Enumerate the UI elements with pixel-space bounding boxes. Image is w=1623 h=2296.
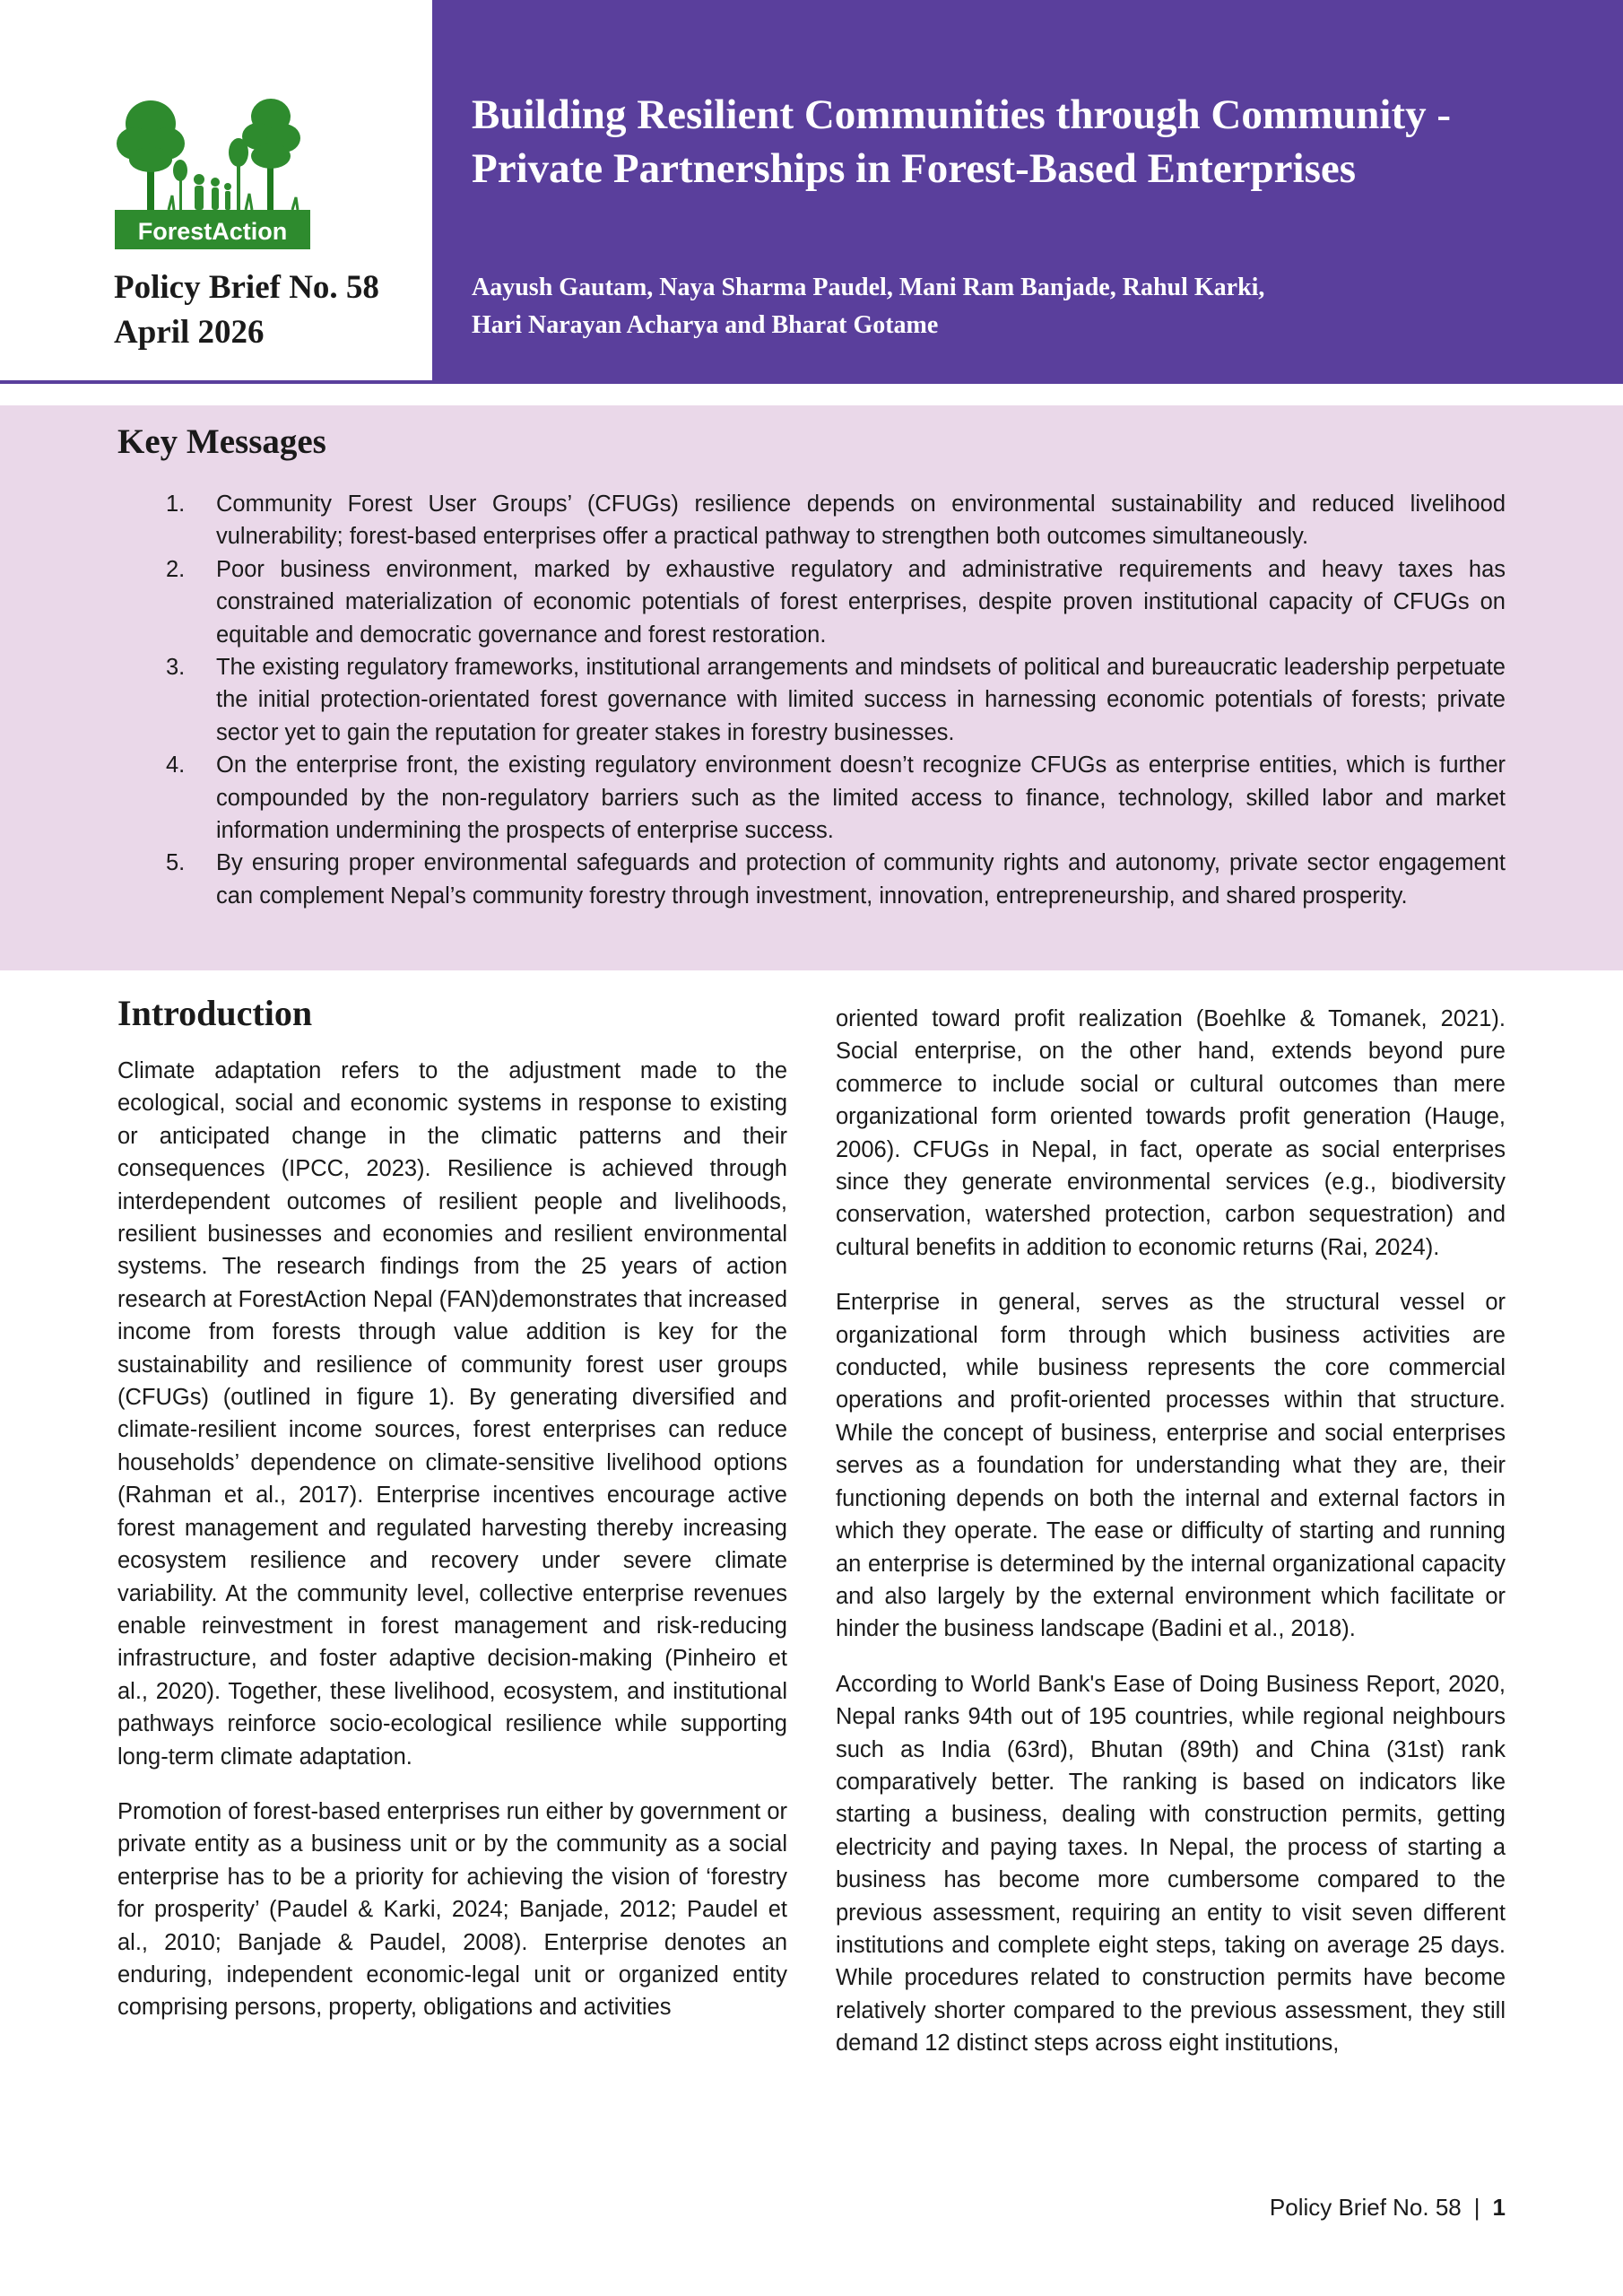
brief-number: Policy Brief No. 58	[114, 269, 379, 306]
page-header	[0, 0, 1623, 386]
footer-separator: |	[1473, 2194, 1480, 2221]
author-list	[472, 269, 1566, 344]
footer-label: Policy Brief No. 58	[1269, 2194, 1462, 2221]
document-title: Building Resilient Communities through Community - Private Partnerships in Forest-Based Enterprises	[472, 91, 1452, 192]
key-message-item: 5. By ensuring proper environmental safeguards and protection of community rights and autonomy, private sector engagement can complement Nepal’s community forestry through investment, innovation, entrepreneurship, and shared prosperity.	[166, 850, 1506, 909]
introduction-heading: Introduction	[117, 993, 313, 1033]
key-message-item: 4. On the enterprise front, the existing regulatory environment doesn’t recognize CFUGs as enterprise entities, which is further compounded by the non-regulatory barriers such as the limited access to finance, technology, skilled labor and market information undermining the prospects of enterprise success.	[166, 752, 1506, 844]
body-paragraph: According to World Bank's Ease of Doing Business Report, 2020, Nepal ranks 94th out of 195 countries, while regional neighbours such as India (63rd), Bhutan (89th) and China (31st) rank comparatively better. The ranking is based on indicators like starting a business, dealing with construction permits, getting electricity and paying taxes. In Nepal, the process of starting a business has become more cumbersome compared to the previous assessment, requiring an entity to visit seven different institutions and complete eight steps, taking on average 25 days. While procedures related to construction permits have become relatively shorter compared to the previous assessment, they still demand 12 distinct steps across eight institutions,	[836, 1671, 1506, 2057]
key-message-item: 1. Community Forest User Groups’ (CFUGs) resilience depends on environmental sustainability and reduced livelihood vulnerability; forest-based enterprises offer a practical pathway to strengthen both outcomes simultaneously.	[166, 491, 1506, 550]
key-message-item: 3. The existing regulatory frameworks, institutional arrangements and mindsets of political and bureaucratic leadership perpetuate the initial protection-orientated forest governance with limited success in harnessing economic potentials of forests; private sector yet to gain the reputation for greater stakes in forestry businesses.	[166, 655, 1506, 745]
page-number: 1	[1492, 2194, 1506, 2221]
forest-trees-icon	[115, 97, 310, 213]
body-paragraph: Climate adaptation refers to the adjustment made to the ecological, social and economic systems in response to existing or anticipated change in the climatic patterns and their consequences (IPCC, 2023). Resilience is achieved through interdependent outcomes of resilient people and livelihoods, resilient businesses and economies and resilient environmental systems. The research findings from the 25 years of action research at ForestAction Nepal (FAN)demonstrates that increased income from forests through value addition is key for the sustainability and resilience of community forest user groups (CFUGs) (outlined in figure 1). By generating diversified and climate-resilient income sources, forest enterprises can reduce households’ dependence on climate-sensitive livelihood options (Rahman et al., 2017). Enterprise incentives encourage active forest management and regulated harvesting thereby increasing ecosystem resilience and recovery under severe climate variability. At the community level, collective enterprise revenues enable reinvestment in forest management and risk-reducing infrastructure, and foster adaptive decision-making (Pinheiro et al., 2020). Together, these livelihood, ecosystem, and institutional pathways reinforce socio-ecological resilience while supporting long-term climate adaptation.	[117, 1058, 787, 1770]
body-paragraph: Promotion of forest-based enterprises run either by government or private entity as a business unit or by the community as a social enterprise has to be a priority for achieving the vision of ‘forestry for prosperity’ (Paudel & Karki, 2024; Banjade, 2012; Paudel et al., 2010; Banjade & Paudel, 2008). Enterprise denotes an enduring, independent economic-legal unit or organized entity comprising persons, property, obligations and activities	[117, 1798, 787, 2021]
page-footer	[1270, 2191, 1506, 2223]
key-messages-list	[117, 488, 1506, 912]
key-message-item: 2. Poor business environment, marked by exhaustive regulatory and administrative requirements and heavy taxes has constrained materialization of economic potentials of forest enterprises, despite proven institutional capacity of CFUGs on equitable and democratic governance and forest restoration.	[166, 556, 1506, 648]
header-divider	[0, 380, 1623, 384]
authors-line-2: Hari Narayan Acharya and Bharat Gotame	[472, 311, 939, 339]
brief-date: April 2026	[114, 314, 265, 351]
body-paragraph: Enterprise in general, serves as the structural vessel or organizational form through which business activities are conducted, while business represents the core commercial operations and profit-oriented processes within that structure. While the concept of business, enterprise and social enterprises serves as a foundation for understanding what they are, their functioning depends on both the internal and external factors in which they operate. The ease or difficulty of starting and running an enterprise is determined by the internal organizational capacity and also largely by the external environment which facilitate or hinder the business landscape (Badini et al., 2018).	[836, 1290, 1506, 1642]
brief-number-block	[114, 265, 379, 355]
forestaction-logo	[115, 97, 310, 249]
logo-wordmark: ForestAction	[115, 213, 310, 249]
body-paragraph: oriented toward profit realization (Boehlke & Tomanek, 2021). Social enterprise, on the other hand, extends beyond pure commerce to include social or cultural outcomes than mere organizational form oriented towards profit generation (Hauge, 2006). CFUGs in Nepal, in fact, operate as social enterprises since they generate environmental services (e.g., biodiversity conservation, watershed protection, carbon sequestration) and cultural benefits in addition to economic returns (Rai, 2024).	[836, 1006, 1506, 1260]
key-messages-heading: Key Messages	[117, 422, 326, 461]
authors-line-1: Aayush Gautam, Naya Sharma Paudel, Mani Ram Banjade, Rahul Karki,	[472, 274, 1265, 301]
body-column-right	[836, 1003, 1506, 2083]
body-column-left	[117, 992, 787, 2047]
logo-panel	[0, 0, 432, 380]
